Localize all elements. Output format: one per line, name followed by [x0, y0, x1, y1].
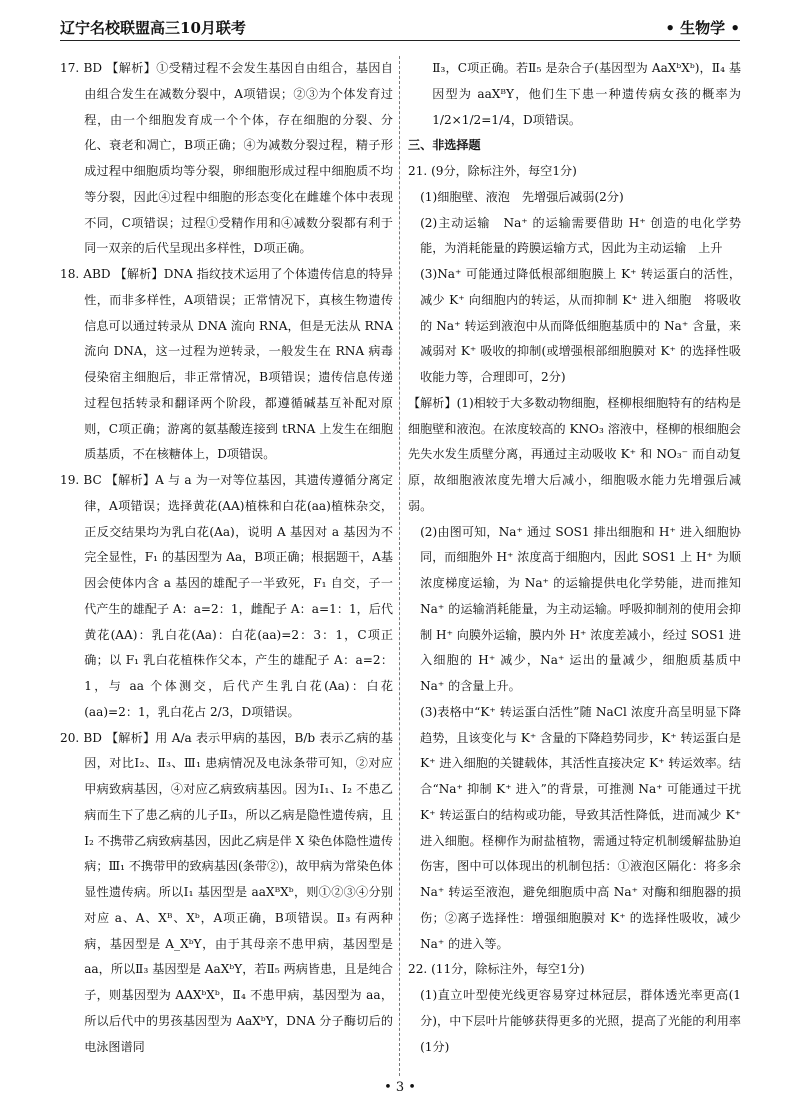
column-divider	[399, 56, 400, 1076]
page-header	[60, 14, 740, 41]
q22-answer-1: (1)直立叶型使光线更容易穿过林冠层，群体透光率更高(1分)，中下层叶片能够获得更多的光照，提高了光能的利用率(1分)	[420, 988, 741, 1054]
header-title: 辽宁名校联盟高三10月联考	[60, 18, 246, 37]
header-subject: • 生物学 •	[665, 18, 740, 37]
q21-answer-1: (1)细胞壁、液泡 先增强后减弱(2分)	[420, 189, 624, 204]
q21-explanation-3: (3)表格中“K⁺ 转运蛋白活性”随 NaCl 浓度升高呈明显下降趋势，且该变化与 K⁺ 含量的下降趋势同步，K⁺ 转运蛋白是 K⁺ 进入细胞的关键载体，其活性直接决定 K⁺ 转运效率。结合“Na⁺ 抑制 K⁺ 进入”的背景，可推测 Na⁺ 可能通过干扰 K⁺ 转运蛋白的结构或功能，导致其活性降低，进而减少 K⁺ 进入细胞。柽柳作为耐盐植物，需通过特定机制缓解盐胁迫伤害，图中可以体现出的机制包括：①液泡区隔化：将多余 Na⁺ 转运至液泡，避免细胞质中高 Na⁺ 对酶和细胞器的损伤；②离子选择性：增强细胞膜对 K⁺ 的选择性吸收，减少 Na⁺ 的进入等。	[420, 704, 741, 951]
q21-answer-2: (2)主动运输 Na⁺ 的运输需要借助 H⁺ 创造的电化学势能，为消耗能量的跨膜运输方式，因此为主动运输 上升	[420, 215, 741, 256]
answer-17: 17. BD 【解析】①受精过程不会发生基因自由组合，基因自由组合发生在减数分裂中，A项错误；②③为个体发育过程，由一个细胞发育成一个个体，存在细胞的分裂、分化、衰老和凋亡，B项正确；④为减数分裂过程，精子形成过程中细胞质均等分裂，卵细胞形成过程中细胞质不均等分裂，因此④过程中细胞的形态变化在雌雄个体中表现不同，C项错误；过程①受精作用和④减数分裂都有利于同一双亲的后代呈现出多样性，D项正确。	[60, 61, 393, 256]
q21-explanation-2: (2)由图可知，Na⁺ 通过 SOS1 排出细胞和 H⁺ 进入细胞协同，而细胞外 H⁺ 浓度高于细胞内，因此 SOS1 上 H⁺ 为顺浓度梯度运输，为 Na⁺ 的运输提供电化学势能，进而推知 Na⁺ 的运输消耗能量，为主动运输。呼吸抑制剂的使用会抑制 H⁺ 向膜外运输，膜内外 H⁺ 浓度差减小，经过 SOS1 进入细胞的 H⁺ 减少，Na⁺ 运出的量减少，细胞质基质中 Na⁺ 的含量上升。	[420, 524, 741, 693]
q21-heading: 21. (9分，除标注外，每空1分)	[408, 164, 577, 178]
page-number: • 3 •	[384, 1080, 416, 1095]
q22-heading: 22. (11分，除标注外，每空1分)	[408, 962, 585, 977]
q21-answer-3: (3)Na⁺ 可能通过降低根部细胞膜上 K⁺ 转运蛋白的活性，减少 K⁺ 向细胞内的转运，从而抑制 K⁺ 进入细胞 将吸收的 Na⁺ 转运到液泡中从而降低细胞基质中的 Na⁺ 含量，来减弱对 K⁺ 吸收的抑制(或增强根部细胞膜对 K⁺ 的选择性吸收能力等，合理即可，2分)	[420, 267, 741, 384]
answer-18: 18. ABD 【解析】DNA 指纹技术运用了个体遗传信息的特异性，而非多样性，A项错误；正常情况下，真核生物遗传信息可以通过转录从 DNA 流向 RNA，但是无法从 RNA 流向 DNA，这一过程为逆转录，一般发生在 RNA 病毒侵染宿主细胞后，非正常情况，B项错误；遗传信息传递过程包括转录和翻译两个阶段，都遵循碱基互补配对原则，C项正确；游离的氨基酸连接到 tRNA 上发生在细胞质基质，不在核糖体上，D项错误。	[60, 267, 393, 462]
answer-19: 19. BC 【解析】A 与 a 为一对等位基因，其遗传遵循分离定律，A项错误；选择黄花(AA)植株和白花(aa)植株杂交，正反交结果均为乳白花(Aa)，说明 A 基因对 a 基因为不完全显性，F₁ 的基因型为 Aa，B项正确；根据题干，A基因会使体内含 a 基因的雄配子一半致死，F₁ 自交，子一代产生的雄配子 A：a=2：1，雌配子 A：a=1：1，后代黄花(AA)：乳白花(Aa)：白花(aa)=2：3：1，C项正确；以 F₁ 乳白花植株作父本，产生的雄配子 A：a=2：1，与 aa 个体测交，后代产生乳白花(Aa)：白花(aa)=2：1，乳白花占 2/3，D项错误。	[60, 473, 393, 719]
left-column	[60, 56, 393, 1060]
answer-20: 20. BD 【解析】用 A/a 表示甲病的基因，B/b 表示乙病的基因，对比Ⅰ₂、Ⅱ₃、Ⅲ₁ 患病情况及电泳条带可知，②对应甲病致病基因，④对应乙病致病基因。因为Ⅰ₁、Ⅰ₂ 不患乙病而生下了患乙病的儿子Ⅱ₃，所以乙病是隐性遗传病，且Ⅰ₂ 不携带乙病致病基因，因此乙病是伴 X 染色体隐性遗传病；Ⅲ₁ 不携带甲的致病基因(条带②)，故甲病为常染色体显性遗传病。所以Ⅰ₁ 基因型是 aaXᴮXᵇ，则①②③④分别对应 a、A、Xᴮ、Xᵇ，A项正确，B项错误。Ⅱ₃ 有两种病，基因型是 A_XᵇY，由于其母亲不患甲病，基因型是 aa，所以Ⅱ₃ 基因型是 AaXᵇY，若Ⅱ₅ 两病皆患，且是纯合子，则基因型为 AAXᵇXᵇ，Ⅱ₄ 不患甲病，基因型为 aa，所以后代中的男孩基因型为 AaXᵇY，DNA 分子酶切后的电泳图谱同	[60, 730, 393, 1054]
q21-explanation-1: 【解析】(1)相较于大多数动物细胞，柽柳根细胞特有的结构是细胞壁和液泡。在浓度较高的 KNO₃ 溶液中，柽柳的根细胞会先失水发生质壁分离，再通过主动吸收 K⁺ 和 NO₃⁻ 而自动复原，故细胞液浓度先增大后减小，细胞吸水能力先增强后减弱。	[408, 395, 741, 513]
answer-20-continued: Ⅱ₃，C项正确。若Ⅱ₅ 是杂合子(基因型为 AaXᵇXᵇ)，Ⅱ₄ 基因型为 aaXᴮY，他们生下患一种遗传病女孩的概率为 1/2×1/2=1/4，D项错误。	[432, 61, 741, 127]
right-column	[408, 56, 741, 1060]
section-title: 三、非选择题	[408, 138, 481, 153]
